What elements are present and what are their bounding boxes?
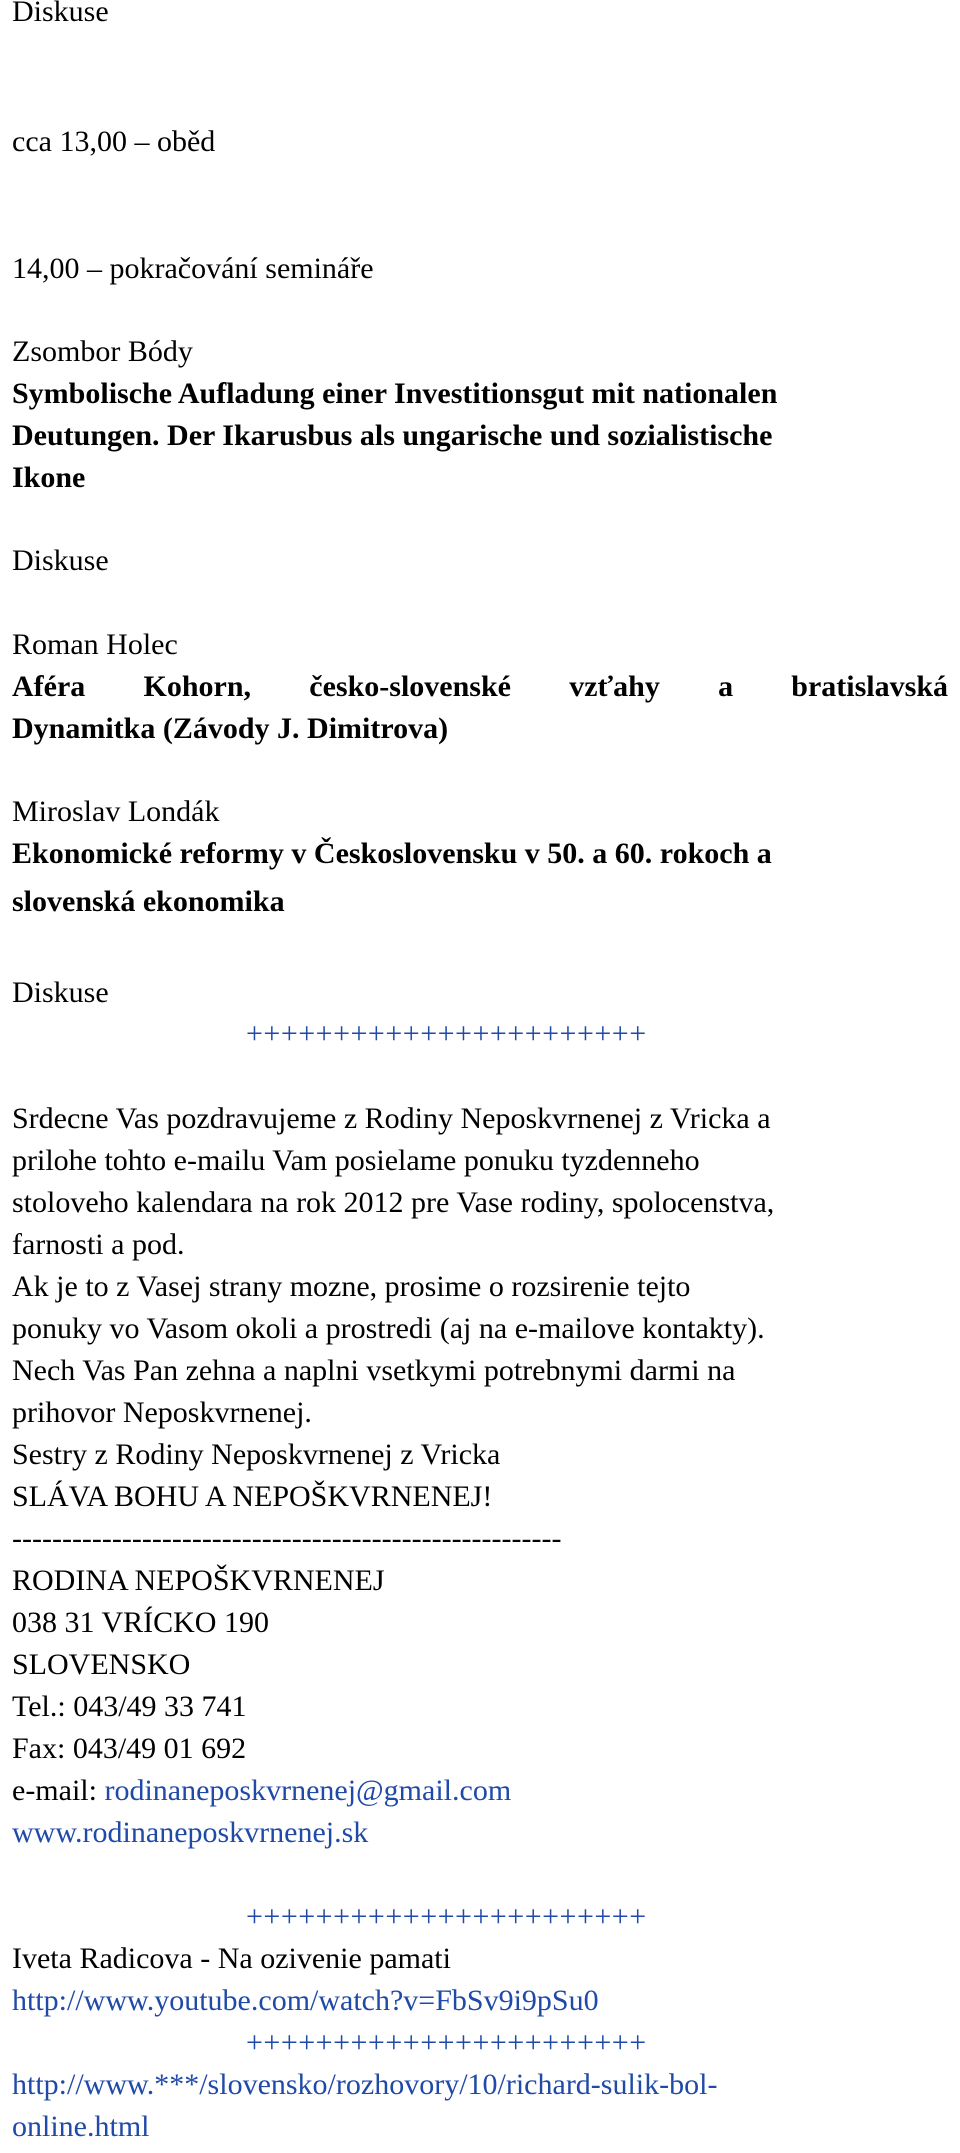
talk-title-line: slovenská ekonomika [12,885,285,918]
lunch-time: cca 13,00 – oběd [12,125,216,158]
postal-address: 038 31 VRÍCKO 190 [12,1606,269,1639]
dash-separator: ------------------------------------------------------- [12,1522,562,1555]
video-title: Iveta Radicova - Na ozivenie pamati [12,1942,451,1975]
diskuse-label: Diskuse [12,0,109,28]
talk-title-line: Ikone [12,461,86,494]
plus-separator: +++++++++++++++++++++++ [246,1900,647,1933]
message-line: farnosti a pod. [12,1228,185,1261]
fax-number: Fax: 043/49 01 692 [12,1732,247,1765]
diskuse-label: Diskuse [12,544,109,577]
diskuse-label: Diskuse [12,976,109,1009]
article-link[interactable]: http://www.***/slovensko/rozhovory/10/richard-sulik-bol- [12,2068,718,2101]
talk-title-line: Dynamitka (Závody J. Dimitrova) [12,712,449,745]
signature-line: Sestry z Rodiny Neposkvrnenej z Vricka [12,1438,501,1471]
message-line: Nech Vas Pan zehna a naplni vsetkymi potrebnymi darmi na [12,1354,736,1387]
plus-separator: +++++++++++++++++++++++ [246,2026,647,2059]
message-line: ponuky vo Vasom okoli a prostredi (aj na e-mailove kontakty). [12,1312,765,1345]
organization-name: RODINA NEPOŠKVRNENEJ [12,1564,385,1597]
greeting-line: SLÁVA BOHU A NEPOŠKVRNENEJ! [12,1480,493,1513]
message-line: stoloveho kalendara na rok 2012 pre Vase rodiny, spolocenstva, [12,1186,775,1219]
message-line: Srdecne Vas pozdravujeme z Rodiny Neposkvrnenej z Vricka a [12,1102,771,1135]
seminar-continuation: 14,00 – pokračování semináře [12,252,374,285]
speaker-name: Zsombor Bódy [12,335,193,368]
talk-title-line: Ekonomické reformy v Československu v 50. a 60. rokoch a [12,837,772,870]
talk-title-line: Symbolische Aufladung einer Investitionsgut mit nationalen [12,377,778,410]
email-link[interactable]: rodinaneposkvrnenej@gmail.com [104,1774,512,1807]
speaker-name: Miroslav Londák [12,795,220,828]
article-link[interactable]: online.html [12,2110,150,2143]
plus-separator: +++++++++++++++++++++++ [246,1017,647,1050]
phone-number: Tel.: 043/49 33 741 [12,1690,247,1723]
message-line: Ak je to z Vasej strany mozne, prosime o rozsirenie tejto [12,1270,691,1303]
message-line: prilohe tohto e-mailu Vam posielame ponuku tyzdenneho [12,1144,700,1177]
talk-title-line: Deutungen. Der Ikarusbus als ungarische und sozialistische [12,419,773,452]
country: SLOVENSKO [12,1648,191,1681]
message-line: prihovor Neposkvrnenej. [12,1396,312,1429]
speaker-name: Roman Holec [12,628,178,661]
email-label: e-mail: [12,1774,105,1807]
video-link[interactable]: http://www.youtube.com/watch?v=FbSv9i9pSu0 [12,1984,599,2017]
website-link[interactable]: www.rodinaneposkvrnenej.sk [12,1816,369,1849]
email-row [12,1773,511,1809]
talk-title-line: Aféra Kohorn, česko-slovenské vzťahy a bratislavská [12,670,948,703]
